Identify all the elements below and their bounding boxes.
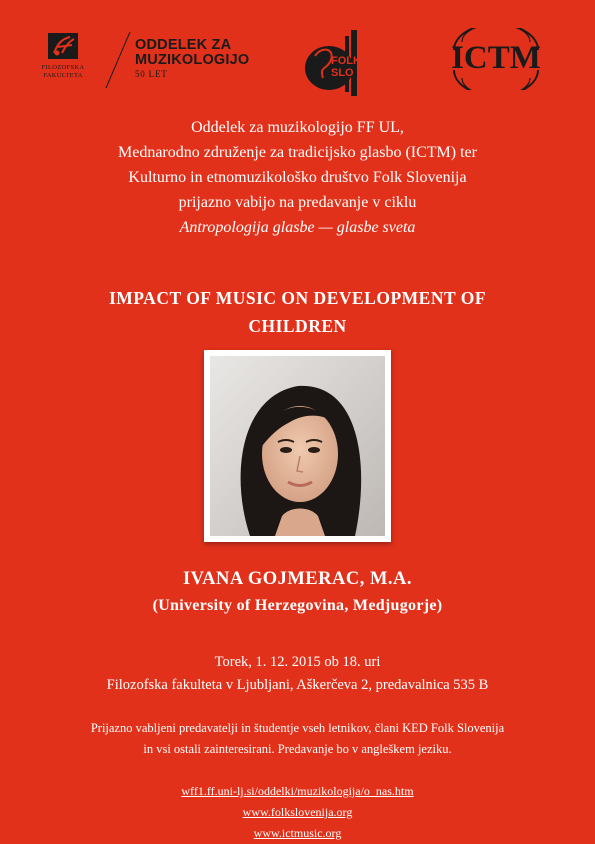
folk-logo-line1: FOLK bbox=[331, 55, 361, 67]
event-details bbox=[0, 651, 595, 697]
invitation-note bbox=[0, 718, 595, 760]
event-date: Torek, 1. 12. 2015 ob 18. uri bbox=[214, 654, 381, 670]
event-venue: Filozofska fakulteta v Ljubljani, Aškerčeva 2, predavalnica 535 B bbox=[106, 677, 489, 693]
invitation-intro bbox=[0, 115, 595, 240]
intro-line-4: prijazno vabijo na predavanje v ciklu bbox=[178, 194, 417, 211]
speaker-photo bbox=[210, 356, 385, 536]
invite-line-1: Prijazno vabljeni predavatelji in študentje vseh letnikov, člani KED Folk Slovenija bbox=[90, 721, 505, 735]
intro-line-3: Kulturno in etnomuzikološko društvo Folk Slovenija bbox=[128, 169, 467, 186]
link-ictm[interactable]: www.ictmusic.org bbox=[253, 826, 342, 840]
oddelek-logo-sub: 50 LET bbox=[135, 69, 168, 79]
ff-logo-line1: FILOZOFSKA bbox=[41, 64, 85, 71]
oddelek-logo bbox=[135, 38, 255, 88]
oddelek-logo-title-line1: ODDELEK ZA bbox=[135, 37, 232, 53]
links-list bbox=[0, 781, 595, 844]
lecture-series-name: Antropologija glasbe — glasbe sveta bbox=[179, 219, 416, 236]
link-oddelek[interactable]: wff1.ff.uni-lj.si/oddelki/muzikologija/o_nas.htm bbox=[181, 784, 414, 798]
lecture-title-line-2: CHILDREN bbox=[248, 316, 347, 336]
invite-line-2: in vsi ostali zainteresirani. Predavanje bo v angleškem jeziku. bbox=[143, 742, 452, 756]
folk-slovenija-logo bbox=[301, 26, 365, 96]
link-folkslovenija[interactable]: www.folkslovenija.org bbox=[242, 805, 353, 819]
speaker-photo-frame bbox=[204, 350, 391, 542]
logo-divider bbox=[100, 30, 136, 90]
ff-logo-text bbox=[33, 64, 93, 80]
speaker-affiliation: (University of Herzegovina, Medjugorje) bbox=[152, 597, 443, 614]
ictm-logo bbox=[448, 28, 544, 90]
ff-logo bbox=[33, 33, 93, 88]
lecture-title bbox=[20, 284, 575, 340]
intro-line-2: Mednarodno združenje za tradicijsko glasbo (ICTM) ter bbox=[118, 144, 477, 161]
ictm-logo-text: ICTM bbox=[451, 40, 541, 76]
oddelek-logo-title-line2: MUZIKOLOGIJO bbox=[135, 52, 250, 68]
header-logos bbox=[0, 0, 595, 100]
lecture-title-line-1: IMPACT OF MUSIC ON DEVELOPMENT OF bbox=[108, 288, 487, 308]
ff-music-note-icon bbox=[48, 33, 78, 59]
intro-line-1: Oddelek za muzikologijo FF UL, bbox=[191, 119, 404, 136]
speaker-name: IVANA GOJMERAC, M.A. bbox=[182, 569, 413, 589]
ff-logo-line2: FAKULTETA bbox=[43, 72, 83, 79]
violin-icon bbox=[301, 26, 365, 96]
folk-logo-line2: SLO bbox=[331, 67, 354, 79]
